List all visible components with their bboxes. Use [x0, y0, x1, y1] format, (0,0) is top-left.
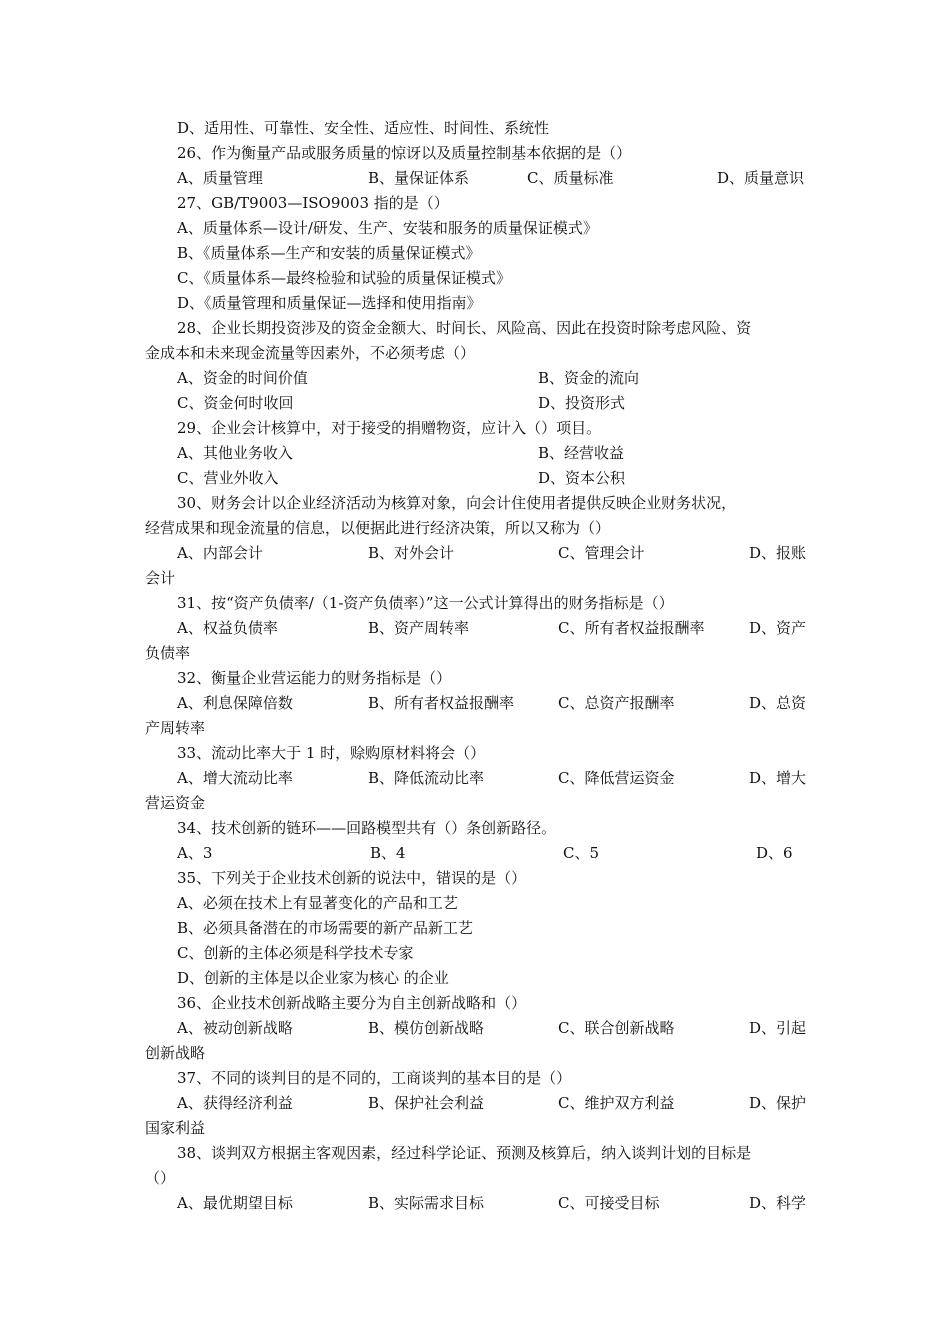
option: C、营业外收入: [177, 469, 279, 487]
option: D、6: [756, 844, 793, 862]
option: C、所有者权益报酬率: [558, 619, 705, 637]
question-stem: 37、不同的谈判目的是不同的，工商谈判的基本目的是（）: [177, 1069, 572, 1087]
question-stem: 30、财务会计以企业经济活动为核算对象，向会计住使用者提供反映企业财务状况，: [177, 494, 737, 512]
option: B、保护社会利益: [368, 1094, 485, 1112]
option: C、维护双方利益: [558, 1094, 675, 1112]
question-stem: 36、企业技术创新战略主要分为自主创新战略和（）: [177, 994, 527, 1012]
option: A、资金的时间价值: [177, 369, 308, 387]
option: D、质量意识: [717, 169, 805, 187]
option: D、引起: [749, 1019, 807, 1037]
question-stem: 29、企业会计核算中，对于接受的捐赠物资，应计入（）项目。: [177, 419, 602, 437]
option: C、《质量体系—最终检验和试验的质量保证模式》: [177, 269, 511, 287]
option: D、创新的主体是以企业家为核心 的企业: [177, 969, 449, 987]
option: D、保护: [749, 1094, 807, 1112]
option: B、《质量体系—生产和安装的质量保证模式》: [177, 244, 481, 262]
option: B、4: [370, 844, 406, 862]
question-stem: 经营成果和现金流量的信息，以便据此进行经济决策，所以又称为（）: [145, 519, 611, 537]
option-continuation: 营运资金: [145, 794, 206, 812]
option: A、增大流动比率: [177, 769, 293, 787]
option: A、最优期望目标: [177, 1194, 293, 1212]
option: D、科学: [749, 1194, 807, 1212]
option: D、报账: [749, 544, 807, 562]
option: C、管理会计: [558, 544, 645, 562]
question-stem: 34、技术创新的链环——回路模型共有（）条创新路径。: [177, 819, 557, 837]
option: A、权益负债率: [177, 619, 278, 637]
option: C、总资产报酬率: [558, 694, 675, 712]
question-stem: 32、衡量企业营运能力的财务指标是（）: [177, 669, 452, 687]
option: D、资产: [749, 619, 807, 637]
option-continuation: 国家利益: [145, 1119, 206, 1137]
option: B、实际需求目标: [368, 1194, 485, 1212]
question-stem: 26、作为衡量产品或服务质量的惊讶以及质量控制基本依据的是（）: [177, 144, 632, 162]
option: A、其他业务收入: [177, 444, 293, 462]
option: D、《质量管理和质量保证—选择和使用指南》: [177, 294, 482, 312]
question-stem: 金成本和未来现金流量等因素外，不必须考虑（）: [145, 344, 476, 362]
option: A、内部会计: [177, 544, 263, 562]
option: A、利息保障倍数: [177, 694, 293, 712]
option: B、资产周转率: [368, 619, 470, 637]
question-stem: （）: [145, 1169, 176, 1187]
option: D、投资形式: [538, 394, 626, 412]
question-stem: 33、流动比率大于 1 时，赊购原材料将会（）: [177, 744, 486, 762]
option: B、所有者权益报酬率: [368, 694, 515, 712]
option-continuation: 产周转率: [145, 719, 206, 737]
option: A、质量管理: [177, 169, 263, 187]
option: B、量保证体系: [368, 169, 470, 187]
question-stem: 31、按“资产负债率/（1-资产负债率）”这一公式计算得出的财务指标是（）: [177, 594, 674, 612]
option: D、总资: [749, 694, 807, 712]
question-stem: 38、谈判双方根据主客观因素，经过科学论证、预测及核算后，纳入谈判计划的目标是: [177, 1144, 752, 1162]
option: A、质量体系—设计/研发、生产、安装和服务的质量保证模式》: [177, 219, 598, 237]
option: B、对外会计: [368, 544, 455, 562]
option: B、降低流动比率: [368, 769, 485, 787]
option-continuation: 会计: [145, 569, 176, 587]
question-stem: 35、下列关于企业技术创新的说法中，错误的是（）: [177, 869, 527, 887]
option-continuation: 创新战略: [145, 1044, 206, 1062]
text-line: D、适用性、可靠性、安全性、适应性、时间性、系统性: [177, 119, 550, 137]
option-continuation: 负债率: [145, 644, 191, 662]
option: D、增大: [749, 769, 807, 787]
option: B、必须具备潜在的市场需要的新产品新工艺: [177, 919, 474, 937]
option: C、联合创新战略: [558, 1019, 675, 1037]
option: C、创新的主体必须是科学技术专家: [177, 944, 414, 962]
option: B、资金的流向: [538, 369, 640, 387]
option: C、降低营运资金: [558, 769, 675, 787]
option: B、经营收益: [538, 444, 625, 462]
option: C、可接受目标: [558, 1194, 660, 1212]
option: D、资本公积: [538, 469, 626, 487]
option: A、获得经济利益: [177, 1094, 293, 1112]
option: C、5: [563, 844, 600, 862]
option: B、模仿创新战略: [368, 1019, 485, 1037]
option: A、必须在技术上有显著变化的产品和工艺: [177, 894, 458, 912]
option: A、3: [177, 844, 213, 862]
question-stem: 27、GB/T9003—ISO9003 指的是（）: [177, 194, 449, 212]
option: C、资金何时收回: [177, 394, 294, 412]
option: A、被动创新战略: [177, 1019, 293, 1037]
question-stem: 28、企业长期投资涉及的资金金额大、时间长、风险高、因此在投资时除考虑风险、资: [177, 319, 752, 337]
option: C、质量标准: [527, 169, 614, 187]
